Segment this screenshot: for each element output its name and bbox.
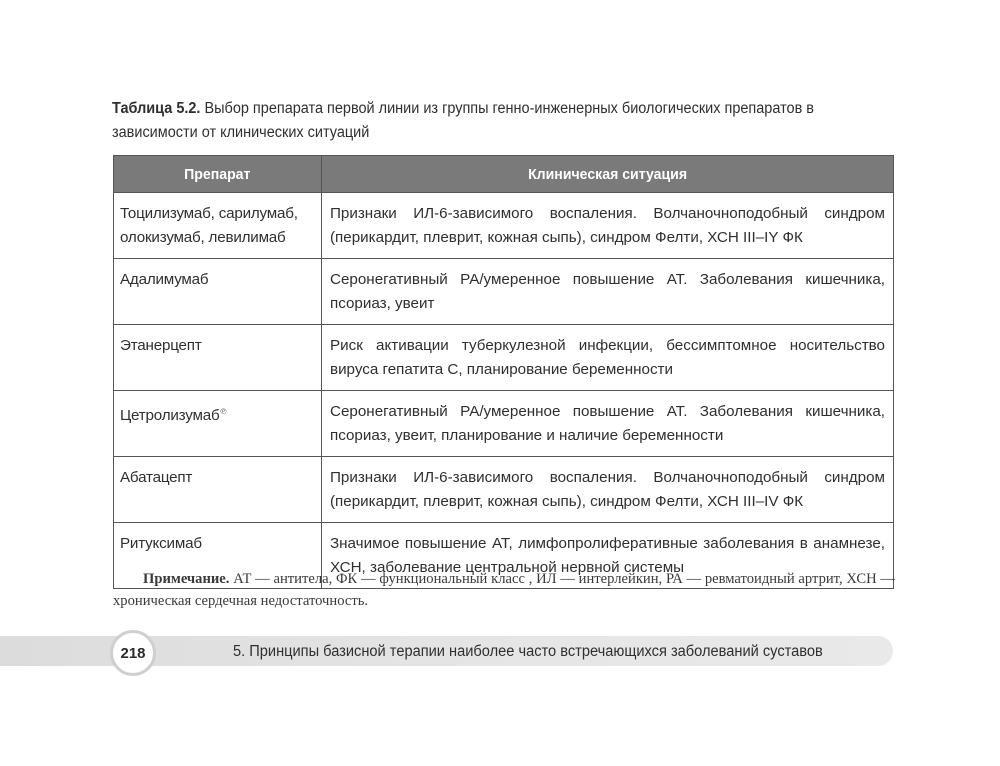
table-row (114, 457, 894, 523)
drug-cell: Цетролизумаб℗ (114, 391, 322, 457)
header-drug: Препарат (114, 156, 322, 193)
drug-cell: Тоцилизумаб, сарилумаб, олокизумаб, левилимаб (114, 193, 322, 259)
table-row (114, 193, 894, 259)
note-label: Примечание. (143, 571, 230, 587)
running-chapter-title: 5. Принципы базисной терапии наиболее часто встречающихся заболеваний суставов (233, 643, 823, 660)
drug-cell: Абатацепт (114, 457, 322, 523)
drug-cell: Ритуксимаб (114, 523, 322, 589)
note-text: АТ — антитела, ФК — функциональный класс , ИЛ — интерлейкин, РА — ревматоидный артрит, ХСН — хроническая сердечная недостаточность. (113, 571, 895, 609)
situation-cell: Признаки ИЛ-6-зависимого воспаления. Волчаночноподобный синдром (перикардит, плеврит, кожная сыпь), синдром Фелти, ХСН III–IV ФК (322, 457, 894, 523)
situation-cell: Серонегативный РА/умеренное повышение АТ. Заболевания кишечника, псориаз, увеит, планирование и наличие беременности (322, 391, 894, 457)
situation-cell: Серонегативный РА/умеренное повышение АТ. Заболевания кишечника, псориаз, увеит (322, 259, 894, 325)
drug-cell: Адалимумаб (114, 259, 322, 325)
page-number: 218 (110, 630, 156, 676)
table-row (114, 325, 894, 391)
table-note (113, 568, 895, 612)
table-header-row (114, 156, 894, 193)
table-caption (112, 97, 855, 145)
caption-text: Выбор препарата первой линии из группы генно-инженерных биологических препаратов в зависимости от клинических ситуаций (112, 100, 814, 141)
drug-cell: Этанерцепт (114, 325, 322, 391)
registration-mark-icon: ℗ (220, 407, 227, 416)
drug-selection-table (113, 155, 894, 589)
situation-cell: Риск активации туберкулезной инфекции, бессимптомное носительство вируса гепатита С, планирование беременности (322, 325, 894, 391)
table-row (114, 391, 894, 457)
situation-cell: Значимое повышение АТ, лимфопролиферативные заболевания в анамнезе, ХСН, заболевание центральной нервной системы (322, 523, 894, 589)
situation-cell: Признаки ИЛ-6-зависимого воспаления. Волчаночноподобный синдром (перикардит, плеврит, кожная сыпь), синдром Фелти, ХСН III–IY ФК (322, 193, 894, 259)
table-row (114, 259, 894, 325)
header-situation: Клиническая ситуация (322, 156, 894, 193)
caption-label: Таблица 5.2. (112, 100, 201, 117)
